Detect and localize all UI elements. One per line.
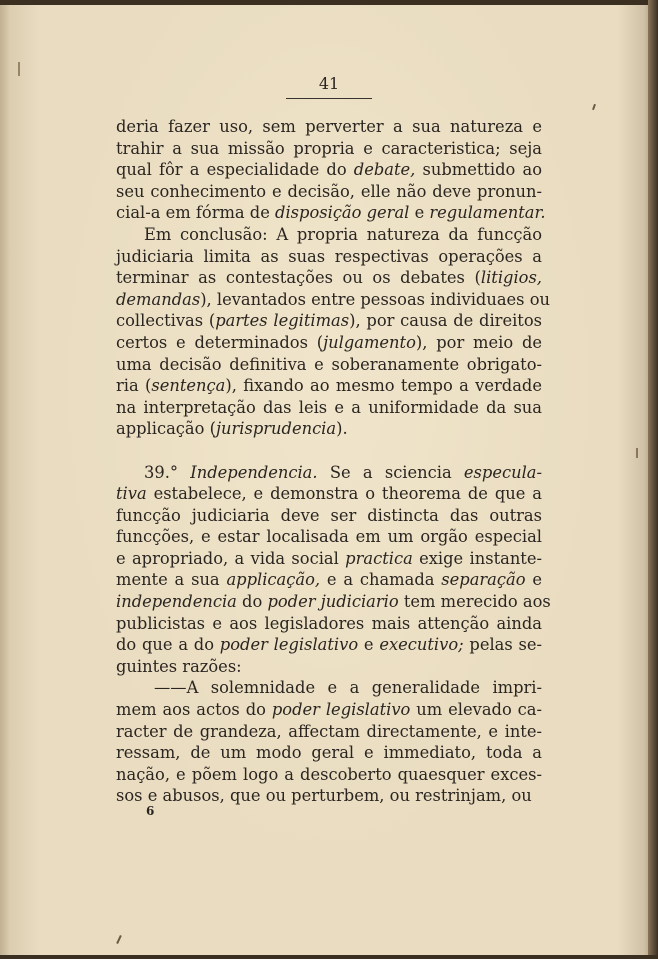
text-line: ria (sentença), fixando ao mesmo tempo a verdade — [116, 376, 542, 396]
text-line: publicistas e aos legisladores mais attenção ainda — [116, 613, 542, 633]
text-line: independencia do poder judiciario tem merecido aos — [116, 592, 551, 612]
body-text — [116, 116, 551, 807]
text-line: ressam, de um modo geral e immediato, toda a — [116, 743, 542, 763]
text-line: terminar as contestações ou os debates (litigios, — [116, 268, 542, 288]
text-line: judiciaria limita as suas respectivas operações a — [116, 246, 542, 266]
text-line: 39.° Independencia. Se a sciencia especula- — [144, 462, 542, 482]
text-line: seu conhecimento e decisão, elle não deve pronun- — [116, 181, 542, 201]
text-line: uma decisão definitiva e soberanamente obrigato- — [116, 354, 542, 374]
page-top-edge — [0, 0, 658, 5]
text-line: collectivas (partes legitimas), por causa de direitos — [116, 311, 543, 331]
page-number-rule — [286, 98, 372, 99]
text-line: funcções, e estar localisada em um orgão especial — [116, 527, 542, 547]
text-line: funcção judiciaria deve ser distincta das outras — [116, 505, 542, 525]
text-line: cial-a em fórma de disposição geral e regulamentar. — [116, 203, 546, 223]
text-line: Em conclusão: A propria natureza da funcção — [144, 224, 542, 244]
text-line: e apropriado, a vida social practica exige instante- — [116, 548, 542, 568]
text-line: demandas), levantados entre pessoas individuaes ou — [116, 289, 550, 309]
text-line: applicação (jurisprudencia). — [116, 419, 348, 439]
text-line: mem aos actos do poder legislativo um elevado ca- — [116, 700, 543, 720]
ink-speck — [592, 104, 596, 110]
page-number: 41 — [318, 74, 340, 93]
text-line: ——A solemnidade e a generalidade impri- — [154, 678, 542, 698]
page-bottom-edge — [0, 955, 658, 959]
text-line: racter de grandeza, affectam directamente, e inte- — [116, 721, 542, 741]
ink-speck — [636, 448, 638, 458]
text-line: deria fazer uso, sem perverter a sua natureza e — [116, 117, 542, 136]
text-line: guintes razões: — [116, 656, 242, 676]
text-line: mente a sua applicação, e a chamada separação e — [116, 570, 542, 590]
signature-mark: 6 — [146, 804, 155, 818]
text-line: do que a do poder legislativo e executivo; pelas se- — [116, 635, 542, 655]
text-line: tiva estabelece, e demonstra o theorema de que a — [116, 484, 542, 504]
text-line: nação, e põem logo a descoberto quaesquer exces- — [116, 764, 542, 784]
page-right-edge — [648, 0, 658, 959]
ink-speck — [18, 62, 20, 76]
ink-speck — [116, 935, 122, 944]
text-line: qual fôr a especialidade do debate, submettido ao — [116, 160, 543, 180]
text-line: na interpretação das leis e a uniformidade da sua — [116, 397, 542, 417]
text-line: certos e determinados (julgamento), por meio de — [116, 332, 543, 352]
text-line: sos e abusos, que ou perturbem, ou restrinjam, ou — [116, 786, 532, 806]
text-line: trahir a sua missão propria e caracteristica; seja — [116, 138, 542, 158]
